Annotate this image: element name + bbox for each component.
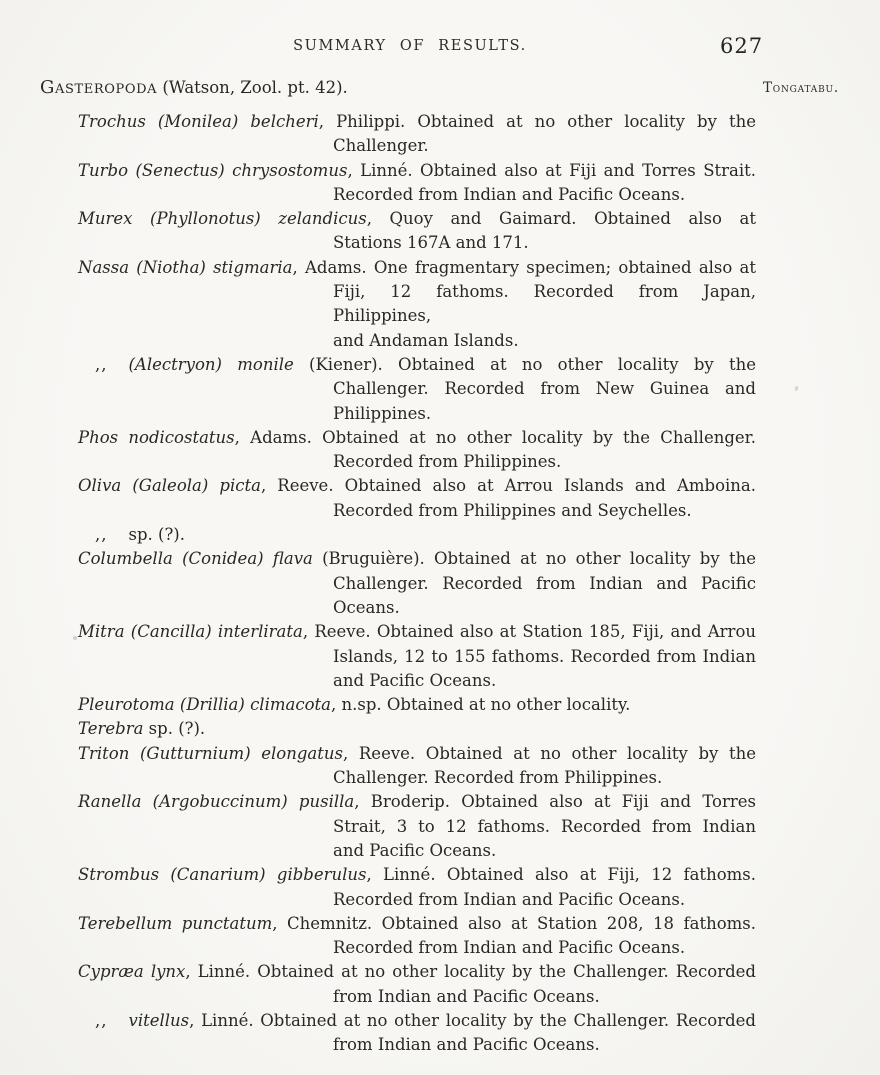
species-name: Cypræa lynx bbox=[78, 962, 186, 982]
ditto-mark: ,, bbox=[95, 354, 108, 374]
entry-line bbox=[78, 329, 756, 353]
entry-line bbox=[78, 766, 756, 790]
entry-text: , Broderip. Obtained also at Fiji and Torres bbox=[354, 792, 756, 812]
entry-text: Fiji, 12 fathoms. Recorded from Japan, Philippines, bbox=[333, 282, 756, 326]
species-name: Trochus (Monilea) belcheri bbox=[78, 112, 319, 131]
entry-text: , Adams. Obtained at no other locality by the Challenger. bbox=[234, 427, 756, 447]
species-name: Mitra (Cancilla) interlirata bbox=[78, 622, 303, 642]
entry-text: , Reeve. Obtained also at Arrou Islands and Amboina. bbox=[260, 476, 757, 496]
entry-text: Challenger. Recorded from Indian and Pacific bbox=[333, 573, 756, 593]
entry-line bbox=[78, 134, 756, 158]
section-heading bbox=[40, 76, 348, 100]
entry-text: Challenger. bbox=[333, 136, 429, 156]
entry-line bbox=[78, 547, 756, 571]
entry-text: Recorded from Indian and Pacific Oceans. bbox=[333, 889, 686, 909]
ditto-mark: ,, bbox=[95, 525, 108, 545]
species-entry bbox=[78, 159, 756, 208]
entry-text: Challenger. Recorded from New Guinea and bbox=[333, 379, 756, 399]
entry-text: sp. (?). bbox=[143, 719, 206, 739]
species-name: Turbo (Senectus) chrysostomus bbox=[78, 160, 348, 180]
species-name: Murex (Phyllonotus) zelandicus bbox=[78, 209, 367, 229]
entry-text: from Indian and Pacific Oceans. bbox=[333, 1035, 600, 1055]
entry-text: , n.sp. Obtained at no other locality. bbox=[331, 695, 631, 715]
entry-line bbox=[78, 985, 756, 1009]
entry-text: Stations 167A and 171. bbox=[333, 233, 529, 253]
entry-line bbox=[78, 620, 756, 644]
species-entry bbox=[78, 353, 756, 426]
species-name: Triton (Gutturnium) elongatus bbox=[78, 743, 343, 763]
entry-line bbox=[78, 1009, 756, 1033]
entry-line bbox=[78, 596, 756, 620]
species-name: Phos nodicostatus bbox=[78, 427, 235, 447]
species-entry bbox=[78, 863, 756, 912]
entry-line bbox=[78, 474, 756, 498]
entry-line bbox=[78, 693, 756, 717]
entry-line bbox=[78, 888, 756, 912]
entry-line bbox=[78, 207, 756, 231]
entry-line bbox=[78, 572, 756, 596]
entry-line bbox=[78, 912, 756, 936]
entry-text: , Reeve. Obtained at no other locality by the bbox=[343, 743, 756, 763]
entry-text: and Andaman Islands. bbox=[333, 330, 519, 350]
entry-text: , Philippi. Obtained at no other locality by the bbox=[318, 112, 756, 131]
species-name: vitellus bbox=[128, 1010, 190, 1030]
entry-line bbox=[78, 936, 756, 960]
ditto-mark: ,, bbox=[95, 1010, 108, 1030]
entry-line bbox=[78, 426, 756, 450]
entry-text: Islands, 12 to 155 fathoms. Recorded from Indian bbox=[333, 646, 756, 666]
species-name: Oliva (Galeola) picta bbox=[78, 476, 261, 496]
species-entry bbox=[78, 912, 756, 961]
scan-speck bbox=[73, 636, 77, 640]
entry-text: , Linné. Obtained at no other locality by the Challenger. Recorded bbox=[185, 962, 756, 982]
entry-text: from Indian and Pacific Oceans. bbox=[333, 986, 600, 1006]
entry-text: (Bruguière). Obtained at no other locality by the bbox=[312, 549, 756, 569]
entry-line bbox=[78, 815, 756, 839]
species-entry bbox=[78, 207, 756, 256]
species-entry bbox=[78, 620, 756, 693]
species-entry bbox=[78, 474, 756, 523]
entry-line bbox=[78, 183, 756, 207]
entry-text: , Reeve. Obtained also at Station 185, Fiji, and Arrou bbox=[302, 622, 757, 642]
page-number: 627 bbox=[720, 34, 764, 58]
entry-line bbox=[78, 669, 756, 693]
entry-text: , Adams. One fragmentary specimen; obtained also at bbox=[292, 257, 757, 277]
entry-text: Oceans. bbox=[333, 597, 400, 617]
species-name: Columbella (Conidea) flava bbox=[78, 549, 313, 569]
entry-text: , Quoy and Gaimard. Obtained also at bbox=[366, 209, 756, 229]
entry-line bbox=[78, 450, 756, 474]
entry-line bbox=[78, 839, 756, 863]
species-name: (Alectryon) monile bbox=[128, 354, 294, 374]
section-heading-taxon: Gasteropoda bbox=[40, 77, 158, 98]
entry-text: Recorded from Philippines. bbox=[333, 452, 562, 472]
entry-text: Philippines. bbox=[333, 403, 432, 423]
entry-text: Recorded from Philippines and Seychelles. bbox=[333, 500, 692, 520]
entry-text: Recorded from Indian and Pacific Oceans. bbox=[333, 184, 686, 204]
entry-line bbox=[78, 523, 756, 547]
species-entry bbox=[78, 547, 756, 620]
running-title: SUMMARY OF RESULTS. bbox=[293, 38, 527, 54]
entry-text: , Linné. Obtained also at Fiji, 12 fathoms. bbox=[366, 865, 756, 885]
entry-line bbox=[78, 377, 756, 401]
species-name: Terebra bbox=[78, 719, 144, 739]
species-entry bbox=[78, 426, 756, 475]
entry-line bbox=[78, 110, 756, 134]
entry-text: sp. (?). bbox=[128, 525, 185, 545]
entry-line bbox=[78, 402, 756, 426]
entry-line bbox=[78, 280, 756, 329]
entry-text: Recorded from Indian and Pacific Oceans. bbox=[333, 938, 686, 958]
entry-text: and Pacific Oceans. bbox=[333, 670, 497, 690]
species-entry bbox=[78, 717, 756, 741]
section-heading-reference: (Watson, Zool. pt. 42). bbox=[157, 78, 348, 97]
entry-line bbox=[78, 353, 756, 377]
species-name: Pleurotoma (Drillia) climacota bbox=[78, 695, 331, 715]
entry-text: , Chemnitz. Obtained also at Station 208, 18 fathoms. bbox=[272, 913, 757, 933]
species-name: Strombus (Canarium) gibberulus bbox=[78, 865, 367, 885]
entry-line bbox=[78, 960, 756, 984]
entry-line bbox=[78, 790, 756, 814]
entry-line bbox=[78, 645, 756, 669]
species-entry bbox=[78, 523, 756, 547]
species-list bbox=[78, 110, 756, 1058]
margin-note: Tongatabu. bbox=[763, 80, 839, 96]
species-entry bbox=[78, 960, 756, 1009]
entry-text: and Pacific Oceans. bbox=[333, 840, 497, 860]
species-entry bbox=[78, 693, 756, 717]
species-name: Ranella (Argobuccinum) pusilla bbox=[78, 792, 355, 812]
entry-text: , Linné. Obtained at no other locality by the Challenger. Recorded bbox=[189, 1010, 756, 1030]
entry-line bbox=[78, 256, 756, 280]
species-entry bbox=[78, 256, 756, 353]
scan-speck bbox=[794, 386, 798, 392]
entry-line bbox=[78, 1033, 756, 1057]
entry-line bbox=[78, 159, 756, 183]
entry-text: (Kiener). Obtained at no other locality by the bbox=[293, 354, 756, 374]
species-entry bbox=[78, 790, 756, 863]
species-name: Nassa (Niotha) stigmaria bbox=[78, 257, 293, 277]
entry-text: Challenger. Recorded from Philippines. bbox=[333, 768, 663, 788]
species-entry bbox=[78, 1009, 756, 1058]
entry-line bbox=[78, 717, 756, 741]
species-name: Terebellum punctatum bbox=[78, 913, 273, 933]
entry-text: , Linné. Obtained also at Fiji and Torres Strait. bbox=[347, 160, 757, 180]
entry-line bbox=[78, 742, 756, 766]
entry-line bbox=[78, 499, 756, 523]
entry-line bbox=[78, 231, 756, 255]
entry-text: Strait, 3 to 12 fathoms. Recorded from Indian bbox=[333, 816, 756, 836]
entry-line bbox=[78, 863, 756, 887]
species-entry bbox=[78, 110, 756, 159]
species-entry bbox=[78, 742, 756, 791]
